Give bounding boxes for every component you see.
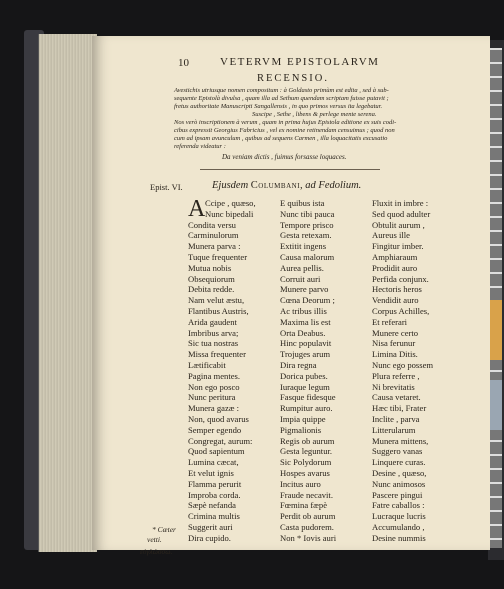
- intro-line-4: Suscipe , Sethe , libens & perlege mente serena.: [252, 111, 377, 118]
- verse-line: Nunc bipedali: [205, 208, 254, 219]
- verse-line: Lætificabit: [188, 359, 226, 370]
- verse-line: Plura referre ,: [372, 370, 420, 381]
- verse-line: Nunc tibi pauca: [280, 208, 335, 219]
- verse-line: Desine nummis: [372, 532, 426, 543]
- verse-line: Nam velut æstu,: [188, 295, 245, 306]
- color-calibration-ruler: [488, 48, 502, 548]
- intro-line-2: sequente Epistolà divulsa , quam illa ad Sethum quendam scriptam fuisse putavit ;: [174, 95, 389, 102]
- heading-prefix: Ejusdem: [212, 180, 251, 191]
- verse-line: Fluxit in imbre :: [372, 198, 429, 208]
- verse-line: Prodidit auro: [372, 262, 418, 273]
- verse-line: Fingitur imber.: [372, 241, 424, 252]
- verse-line: Lumina cæcat,: [188, 457, 239, 468]
- verse-line: Hectoris heros: [372, 284, 422, 295]
- poem-column-2: [280, 198, 336, 544]
- verse-line: Fœmina fæpè: [280, 500, 328, 511]
- verse-line: Pagina mentes.: [188, 370, 241, 381]
- verse-line: Mutua nobis: [188, 262, 232, 273]
- verse-line: Ni brevitatis: [372, 381, 415, 392]
- verse-line: Trojuges arum: [280, 349, 331, 360]
- verse-line: Non ego posco: [188, 381, 240, 392]
- verse-line: Corpus Achilles,: [372, 305, 430, 316]
- verse-line: Fasque fidesque: [280, 392, 336, 403]
- verse-line: Sic Polydorum: [280, 457, 332, 468]
- verse-line: Hinc populavit: [280, 338, 332, 349]
- verse-line: Regis ob aurum: [280, 435, 335, 446]
- verse-line: Dorica pubes.: [280, 370, 328, 381]
- verse-line: Causa malorum: [280, 251, 335, 262]
- verse-line: Fraude necavit.: [280, 489, 333, 500]
- heading-suffix: , ad Fedolium.: [300, 180, 362, 191]
- verse-line: Semper egendo: [188, 424, 242, 435]
- intro-line-3: fretus authoritate Manuscripti Sangallensis , in quo primos versus ita legebatur.: [174, 103, 383, 110]
- verse-line: Aureus ille: [372, 230, 410, 241]
- verse-line: Nunc ego possem: [372, 359, 434, 370]
- verse-line: Nunc peritura: [188, 392, 236, 403]
- verse-line: Cœna Deorum ;: [280, 295, 335, 306]
- verse-line: Ccipe , quæso,: [205, 198, 256, 208]
- intro-line-7: cum ad ipsam avunculum , quibus ad sequens Carmen , illa loquacitatis excusatio: [174, 135, 388, 142]
- intro-line-6: cibus expressit Georgius Fabricius , vel ex nomine retinendam censuimus ; quod non: [174, 127, 395, 134]
- separator-rule: [200, 169, 380, 170]
- verse-line: Munere certo: [372, 327, 419, 338]
- verse-line: Pigmalionis: [280, 424, 322, 435]
- verse-line: Munere parvo: [280, 284, 329, 295]
- verse-line: Linquere curas.: [372, 457, 426, 468]
- verse-line: Sæpè nefanda: [188, 500, 236, 511]
- section-title: RECENSIO.: [257, 73, 329, 84]
- verse-line: Maxima lis est: [280, 316, 331, 327]
- verse-line: Condita versu: [188, 219, 236, 230]
- verse-line: Aurea pellis.: [280, 262, 324, 273]
- margin-note-3: εὐγλώσσω.: [140, 547, 173, 556]
- epistle-label: Epist. VI.: [150, 182, 183, 192]
- verse-line: Et velut ignis: [188, 467, 234, 478]
- verse-line: Rumpitur auro.: [280, 403, 333, 414]
- verse-line: Impia quippe: [280, 413, 326, 424]
- page-edges: [38, 34, 97, 552]
- intro-line-8: referenda videatur :: [174, 143, 226, 150]
- poem-column-1: [188, 198, 256, 544]
- verse-line: Corruit auri: [280, 273, 321, 284]
- verse-line: Non, quod avarus: [188, 413, 249, 424]
- verse-line: Suggero vanas: [372, 446, 423, 457]
- verse-line: Debita redde.: [188, 284, 235, 295]
- verse-line: Hospes avarus: [280, 467, 330, 478]
- verse-line: Obtulit aurum ,: [372, 219, 425, 230]
- verse-line: Sic tua nostras: [188, 338, 239, 349]
- verse-line: Flantibus Austris,: [188, 305, 249, 316]
- folio-number: 10: [178, 57, 189, 69]
- verse-line: Accumulando ,: [372, 521, 425, 532]
- verse-line: Suggerit auri: [188, 521, 233, 532]
- drop-cap: A: [188, 196, 206, 222]
- poem-column-3: [372, 198, 433, 544]
- verse-line: Orta Deabus.: [280, 327, 326, 338]
- epistle-heading: [212, 180, 361, 191]
- verse-line: Iuraque legum: [280, 381, 330, 392]
- verse-line: Limina Ditis.: [372, 349, 418, 360]
- verse-line: Nunc animosos: [372, 478, 426, 489]
- book-page: [92, 36, 490, 556]
- verse-line: Pascere pingui: [372, 489, 423, 500]
- verse-line: Obsequiorum: [188, 273, 235, 284]
- verse-line: Tempore prisco: [280, 219, 334, 230]
- verse-line: Missa frequenter: [188, 349, 246, 360]
- ruler-band-gold: [488, 300, 502, 360]
- intro-line-5: Nos verò inscriptionem à verum , quam in prima hujus Epistola editione ex suis codi-: [174, 119, 397, 126]
- verse-line: Crimina multis: [188, 511, 240, 522]
- verse-line: Tuque frequenter: [188, 251, 248, 262]
- verse-line: Munera gazæ :: [188, 403, 240, 414]
- verse-line: Nisa ferunur: [372, 338, 416, 349]
- verse-line: Inclite , parva: [372, 413, 420, 424]
- running-head: VETERVM EPISTOLARVM: [220, 56, 380, 68]
- verse-line: Imbribus arva;: [188, 327, 239, 338]
- verse-line: E quibus ista: [280, 198, 325, 208]
- verse-line: Causa vetaret.: [372, 392, 421, 403]
- ruler-band-gray: [488, 380, 502, 430]
- verse-line: Non * Iovis auri: [280, 532, 337, 543]
- verse-line: Et referari: [372, 316, 408, 327]
- verse-line: Flamma perurit: [188, 478, 242, 489]
- verse-line: Munera parva :: [188, 241, 241, 252]
- verse-line: Extitit ingens: [280, 241, 327, 252]
- margin-note-1: * Cæter: [152, 525, 176, 534]
- intro-closing-line: Da veniam dictis , fuimus forsasse loquaces.: [222, 153, 347, 161]
- verse-line: Ac tribus illis: [280, 305, 327, 316]
- verse-line: Dira cupido.: [188, 532, 231, 543]
- verse-line: Arida gaudent: [188, 316, 237, 327]
- verse-line: Amphiaraum: [372, 251, 418, 262]
- verse-line: Gesta retexam.: [280, 230, 332, 241]
- verse-line: Casta pudorem.: [280, 521, 334, 532]
- verse-line: Munera mittens,: [372, 435, 429, 446]
- verse-line: Incitus auro: [280, 478, 321, 489]
- verse-line: Improba corda.: [188, 489, 241, 500]
- margin-note-2: vetti.: [147, 535, 162, 544]
- verse-line: Lucraque lucris: [372, 511, 426, 522]
- verse-line: Fatre caballos :: [372, 500, 425, 511]
- verse-line: Carminulorum: [188, 230, 239, 241]
- verse-line: Sed quod adulter: [372, 208, 431, 219]
- verse-line: Dira regna: [280, 359, 317, 370]
- verse-line: Hæc tibi, Frater: [372, 403, 427, 414]
- verse-line: Desine , quæso,: [372, 467, 427, 478]
- heading-name: Columbani: [250, 180, 301, 191]
- verse-line: Gesta leguntur.: [280, 446, 333, 457]
- verse-line: Congregat, aurum:: [188, 435, 253, 446]
- verse-line: Perdit ob aurum: [280, 511, 336, 522]
- verse-line: Vendidit auro: [372, 295, 419, 306]
- verse-line: Perfida conjunx.: [372, 273, 429, 284]
- intro-line-1: Avestichis utriusque nomen compositum : à Goldasto primùm est edita , sed à sub-: [174, 87, 389, 94]
- verse-line: Quod sapientum: [188, 446, 245, 457]
- verse-line: Litterularum: [372, 424, 416, 435]
